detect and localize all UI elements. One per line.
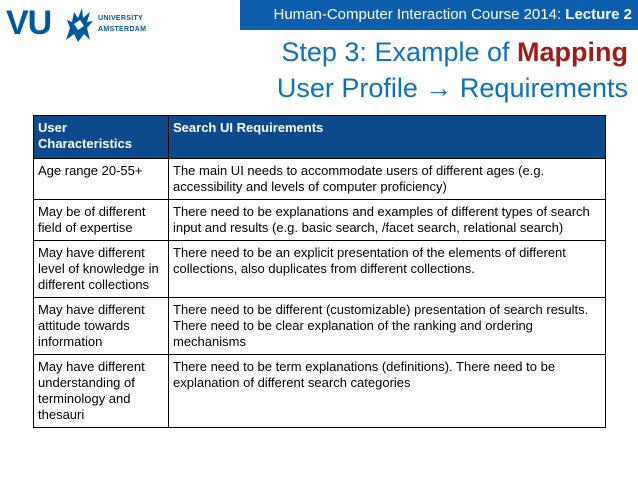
- title-emphasis: Mapping: [517, 37, 628, 67]
- table-row: [34, 159, 606, 200]
- characteristic-cell: May have different understanding of terminology and thesauri: [34, 355, 169, 428]
- logo-wordmark: VU: [6, 4, 52, 42]
- characteristic-cell: May have different attitude towards information: [34, 298, 169, 355]
- griffin-icon: [62, 6, 96, 44]
- table-row: [34, 355, 606, 428]
- title-line1-prefix: Step 3: Example of: [281, 37, 518, 67]
- table-header-row: [34, 116, 606, 159]
- characteristic-cell: Age range 20-55+: [34, 159, 169, 200]
- title-line-2: [277, 70, 628, 106]
- logo-university-text: [98, 13, 146, 35]
- requirement-cell: There need to be explanations and examples of different types of search input and results (e.g. basic search, /facet search, relational search): [169, 200, 606, 241]
- title-line-1: [277, 34, 628, 70]
- characteristic-cell: May have different level of knowledge in different collections: [34, 241, 169, 298]
- requirements-table: [33, 115, 606, 428]
- requirement-cell: There need to be an explicit presentation of the elements of different collections, also duplicates from different collections.: [169, 241, 606, 298]
- table-row: [34, 241, 606, 298]
- requirement-cell: There need to be different (customizable) presentation of search results. There need to be clear explanation of the ranking and ordering mechanisms: [169, 298, 606, 355]
- course-name: Human-Computer Interaction Course 2014:: [273, 6, 566, 23]
- lecture-label: Lecture 2: [565, 6, 632, 23]
- requirement-cell: There need to be term explanations (definitions). There need to be explanation of different search categories: [169, 355, 606, 428]
- requirement-cell: The main UI needs to accommodate users of different ages (e.g. accessibility and levels of computer proficiency): [169, 159, 606, 200]
- header-user-characteristics: User Characteristics: [34, 116, 169, 159]
- title-line2-prefix: User Profile: [276, 73, 426, 103]
- logo-university-line1: UNIVERSITY: [98, 15, 144, 22]
- logo-university-line2: AMSTERDAM: [98, 26, 147, 33]
- course-banner: [240, 0, 638, 30]
- title-line2-suffix: Requirements: [452, 73, 628, 103]
- right-arrow-icon: →: [425, 73, 453, 103]
- slide-title: [277, 34, 628, 106]
- characteristic-cell: May be of different field of expertise: [34, 200, 169, 241]
- header-search-ui-requirements: Search UI Requirements: [169, 116, 606, 159]
- table-row: [34, 298, 606, 355]
- table-row: [34, 200, 606, 241]
